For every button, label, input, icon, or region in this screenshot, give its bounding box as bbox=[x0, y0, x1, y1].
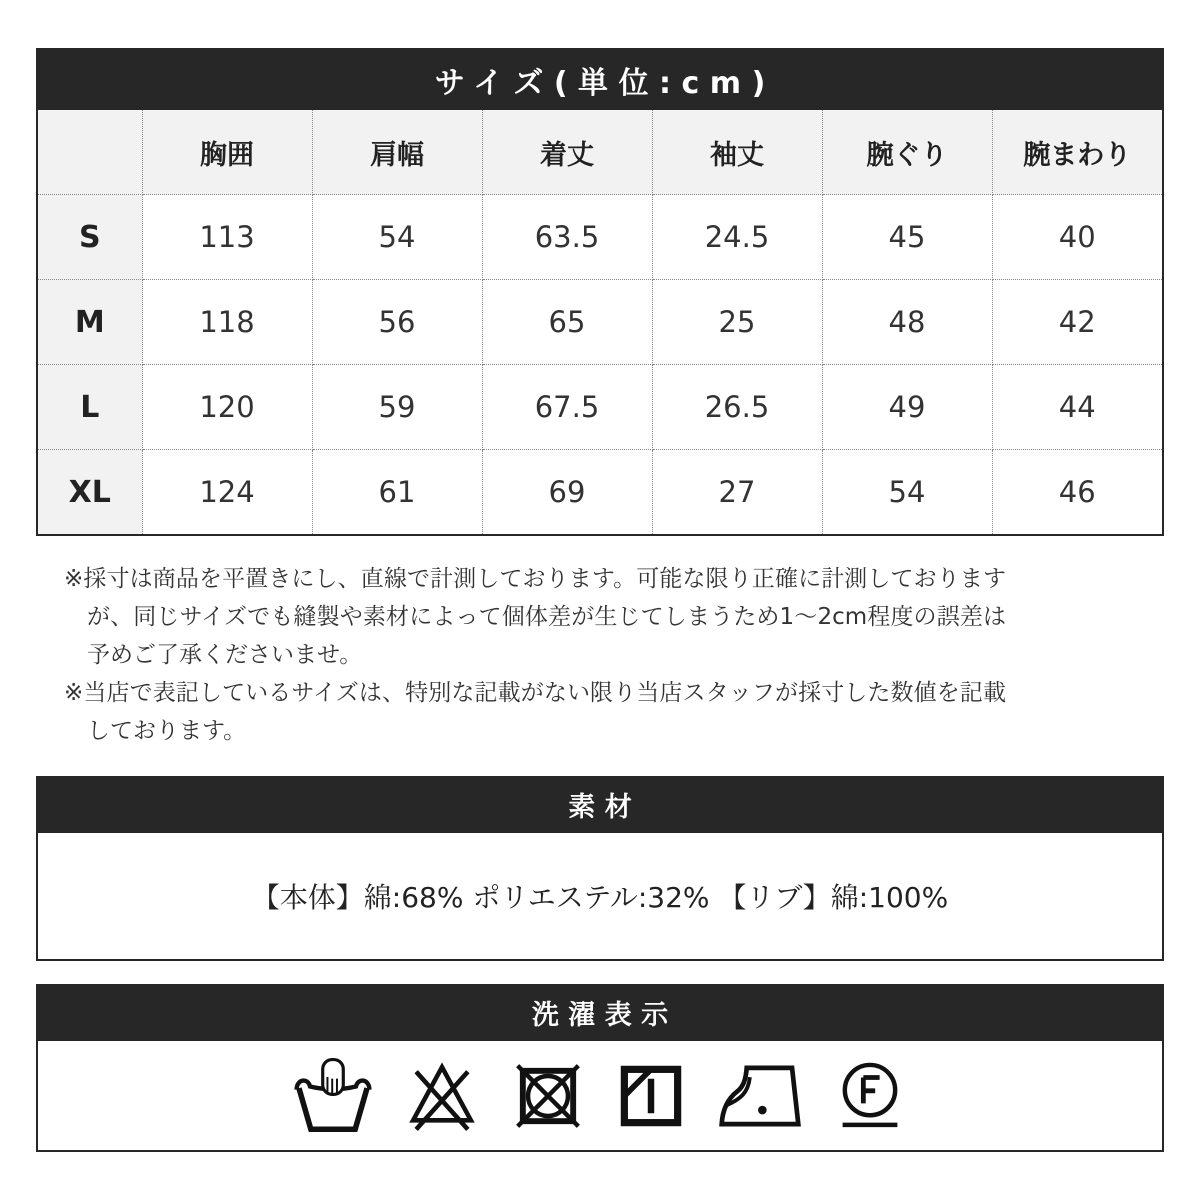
hand-wash-icon bbox=[293, 1058, 373, 1134]
cell: 118 bbox=[142, 280, 312, 365]
cell: 24.5 bbox=[652, 195, 822, 280]
cell: 54 bbox=[822, 450, 992, 535]
cell: 45 bbox=[822, 195, 992, 280]
laundry-icons-row bbox=[36, 1041, 1164, 1152]
table-row-size-l bbox=[38, 365, 1162, 450]
corner-cell bbox=[38, 110, 142, 195]
cell: 25 bbox=[652, 280, 822, 365]
cell: 49 bbox=[822, 365, 992, 450]
column-header-length: 着丈 bbox=[482, 110, 652, 195]
column-header-chest: 胸囲 bbox=[142, 110, 312, 195]
size-table-header-row bbox=[38, 110, 1162, 195]
column-header-armhole: 腕ぐり bbox=[822, 110, 992, 195]
column-header-sleeve: 袖丈 bbox=[652, 110, 822, 195]
iron-low-heat-icon bbox=[717, 1058, 803, 1134]
cell: 44 bbox=[992, 365, 1162, 450]
cell: 56 bbox=[312, 280, 482, 365]
row-label: S bbox=[38, 195, 142, 280]
material-composition bbox=[36, 833, 1164, 961]
material-title-bar bbox=[36, 776, 1164, 833]
laundry-title: 洗濯表示 bbox=[531, 1000, 678, 1031]
cell: 120 bbox=[142, 365, 312, 450]
size-table bbox=[38, 110, 1162, 534]
table-row-size-s bbox=[38, 195, 1162, 280]
cell: 59 bbox=[312, 365, 482, 450]
cell: 69 bbox=[482, 450, 652, 535]
measurement-note-2: ※当店で表記しているサイズは、特別な記載がない限り当店スタッフが採寸した数値を記載しております。 bbox=[64, 680, 1006, 744]
material-section bbox=[36, 776, 1164, 961]
cell: 61 bbox=[312, 450, 482, 535]
cell: 27 bbox=[652, 450, 822, 535]
size-chart-title-bar bbox=[38, 50, 1162, 110]
cell: 48 bbox=[822, 280, 992, 365]
material-title: 素材 bbox=[568, 792, 642, 823]
table-row-size-m bbox=[38, 280, 1162, 365]
do-not-bleach-icon bbox=[403, 1058, 481, 1134]
cell: 113 bbox=[142, 195, 312, 280]
row-label: M bbox=[38, 280, 142, 365]
cell: 63.5 bbox=[482, 195, 652, 280]
column-header-arm-circumference: 腕まわり bbox=[992, 110, 1162, 195]
laundry-section bbox=[36, 984, 1164, 1152]
size-chart-section bbox=[36, 48, 1164, 536]
dry-clean-petroleum-gentle-icon bbox=[833, 1058, 907, 1134]
cell: 67.5 bbox=[482, 365, 652, 450]
cell: 40 bbox=[992, 195, 1162, 280]
cell: 124 bbox=[142, 450, 312, 535]
row-label: XL bbox=[38, 450, 142, 535]
cell: 42 bbox=[992, 280, 1162, 365]
line-dry-in-shade-icon bbox=[615, 1058, 687, 1134]
cell: 46 bbox=[992, 450, 1162, 535]
cell: 54 bbox=[312, 195, 482, 280]
measurement-notes bbox=[64, 560, 1006, 750]
table-row-size-xl bbox=[38, 450, 1162, 535]
cell: 65 bbox=[482, 280, 652, 365]
cell: 26.5 bbox=[652, 365, 822, 450]
measurement-note-1: ※採寸は商品を平置きにし、直線で計測しております。可能な限り正確に計測しておりますが、同じサイズでも縫製や素材によって個体差が生じてしまうため1〜2cm程度の誤差は予めご了承くださいませ。 bbox=[64, 566, 1006, 668]
material-composition-text: 【本体】綿:68% ポリエステル:32% 【リブ】綿:100% bbox=[251, 881, 949, 914]
column-header-shoulder: 肩幅 bbox=[312, 110, 482, 195]
size-chart-title: サイズ(単位:cm) bbox=[434, 66, 776, 101]
laundry-title-bar bbox=[36, 984, 1164, 1041]
row-label: L bbox=[38, 365, 142, 450]
do-not-tumble-dry-icon bbox=[511, 1058, 585, 1134]
